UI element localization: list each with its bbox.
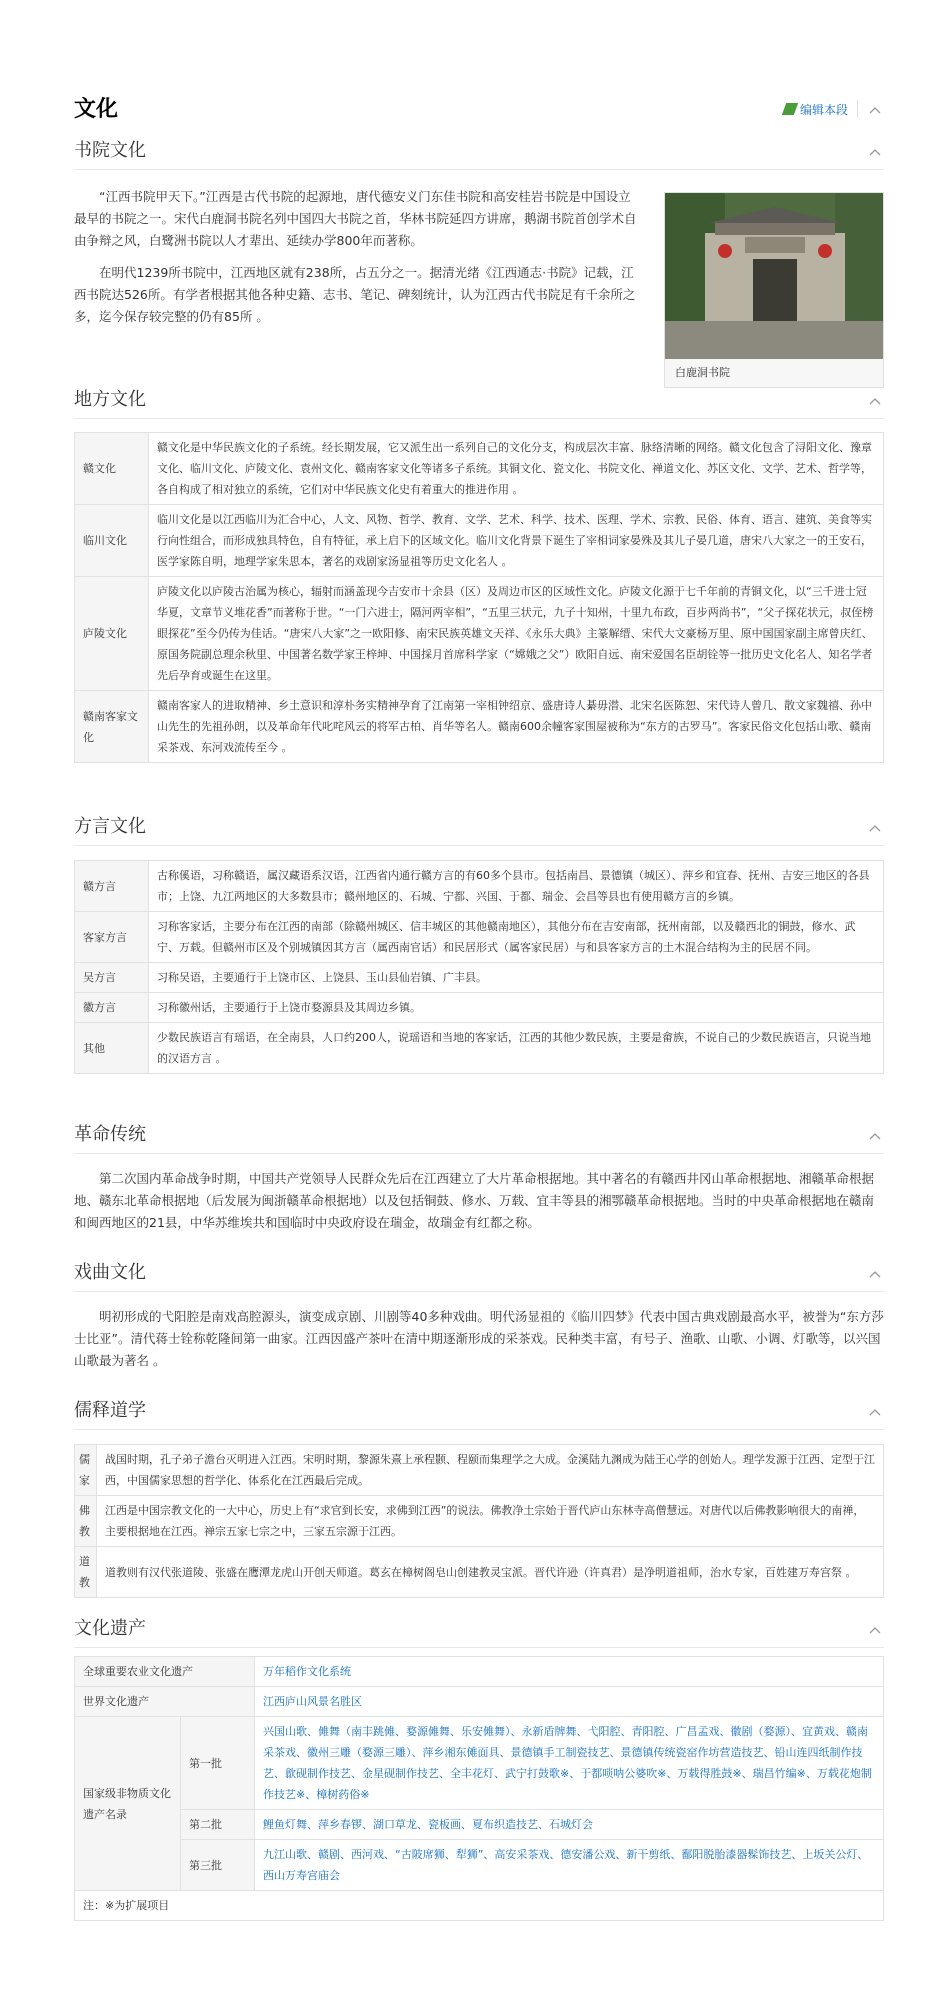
heritage-link[interactable]: 江西庐山风景名胜区: [255, 1687, 884, 1717]
revolution-heading: 革命传统: [74, 1124, 146, 1145]
row-key: 全球重要农业文化遗产: [75, 1657, 255, 1687]
religion-table: [74, 1444, 884, 1598]
row-value: 古称傒语，习称赣语，属汉藏语系汉语，江西省内通行赣方言的有60多个县市。包括南昌、景德镇（城区）、萍乡和宜春、抚州、吉安三地区的各县市；上饶、九江两地区的大多数县市；赣州地区的、石城、宁都、兴国、于都、瑞金、会昌等县也有使用赣方言的乡镇。: [149, 861, 884, 912]
section-heading: [74, 136, 884, 170]
local-culture-section: [74, 385, 884, 763]
section-heading: [74, 812, 884, 846]
section-heading: [74, 1258, 884, 1292]
revolution-section: [74, 1120, 884, 1234]
row-key: 庐陵文化: [75, 577, 149, 691]
table-row: [75, 1717, 884, 1810]
dialect-table: [74, 860, 884, 1074]
divider: [857, 100, 858, 118]
table-row: [75, 1687, 884, 1717]
table-row: [75, 1657, 884, 1687]
collapse-caret-icon[interactable]: [868, 1405, 882, 1419]
row-value: 习称吴语，主要通行于上饶市区、上饶县、玉山县仙岩镇、广丰县。: [149, 963, 884, 993]
row-key: 赣文化: [75, 433, 149, 505]
bailudong-academy-photo: [665, 193, 883, 359]
row-value: 习称客家话，主要分布在江西的南部（除赣州城区、信丰城区的其他赣南地区），其他分布在吉安南部，抚州南部，以及赣西北的铜鼓，修水、武宁、万载。但赣州市区及个别城镇因其方言（属西南官话）和民居形式（属客家民居）与和县客家方言的土木混合结构为主的民居不同。: [149, 912, 884, 963]
row-value: 战国时期，孔子弟子澹台灭明进入江西。宋明时期，黎源朱熹上承程颢、程颐而集理学之大成。金溪陆九渊成为陆王心学的创始人。理学发源于江西、定型于江西，中国儒家思想的哲学化、体系化在江西最后完成。: [97, 1445, 884, 1496]
table-row: [75, 1810, 884, 1840]
row-value: 习称徽州话，主要通行于上饶市婺源县及其周边乡镇。: [149, 993, 884, 1023]
image-caption: 白鹿洞书院: [675, 366, 730, 379]
row-key: 徽方言: [75, 993, 149, 1023]
batch-value[interactable]: 兴国山歌、傩舞（南丰跳傩、婺源傩舞、乐安傩舞）、永新盾牌舞、弋阳腔、青阳腔、广昌孟戏、徽剧（婺源）、宜黄戏、赣南采茶戏、徽州三雕（婺源三雕）、萍乡湘东傩面具、景德镇手工制瓷技艺、景德镇传统瓷窑作坊营造技艺、铅山连四纸制作技艺、歙砚制作技艺、金星砚制作技艺、全丰花灯、武宁打鼓歌※、于都唢呐公婆吹※、万载得胜鼓※、瑞昌竹编※、万载花炮制作技艺※、樟树药俗※: [255, 1717, 884, 1810]
row-key: 其他: [75, 1023, 149, 1074]
collapse-caret-icon[interactable]: [868, 103, 882, 117]
academy-image-card[interactable]: [664, 192, 884, 388]
row-value: 道教则有汉代张道陵、张盛在鹰潭龙虎山开创天师道。葛玄在樟树阁皂山创建教灵宝派。晋代许逊（许真君）是净明道祖师，治水专家，百姓建万寿宫祭 。: [97, 1547, 884, 1598]
collapse-caret-icon[interactable]: [868, 394, 882, 408]
row-value: 庐陵文化以庐陵古治属为核心，辐射而涵盖现今吉安市十余县（区）及周边市区的区域性文化。庐陵文化源于七千年前的青铜文化，以“三千进士冠华夏，文章节义堆花香”而著称于世。“一门六进士，隔河两宰相”，“五里三状元，九子十知州，十里九布政，百步两尚书”，“父子探花状元，叔侄榜眼探花”至今仍传为佳话。“唐宋八大家”之一欧阳修、南宋民族英雄文天祥、《永乐大典》主篆解缙、宋代大文豪杨万里、原中国国家副主席曾庆红、原国务院副总理余秋里、中国著名数学家王梓坤、中国採月首席科学家（“嫦娥之父”）欧阳自远、南宋爱国名臣胡铨等一批历史文化名人、知名学者先后孕育或诞生在这里。: [149, 577, 884, 691]
table-row: [75, 912, 884, 963]
edit-label: 编辑本段: [799, 103, 848, 117]
row-key: 佛教: [75, 1496, 97, 1547]
table-row: [75, 993, 884, 1023]
edit-section-link[interactable]: [784, 98, 848, 122]
collapse-caret-icon[interactable]: [868, 145, 882, 159]
religion-section: [74, 1396, 884, 1598]
table-row: [75, 691, 884, 763]
table-row: [75, 1023, 884, 1074]
row-key: 国家级非物质文化遗产名录: [75, 1717, 181, 1891]
heritage-section: [74, 1614, 884, 1921]
page-title: 文化: [74, 97, 119, 122]
batch-value[interactable]: 鲤鱼灯舞、萍乡春锣、湖口草龙、瓷板画、夏布织造技艺、石城灯会: [255, 1810, 884, 1840]
row-key: 赣方言: [75, 861, 149, 912]
row-value: 临川文化是以江西临川为汇合中心，人文、风物、哲学、教育、文学、艺术、科学、技术、医理、学术、宗教、民俗、体育、语言、建筑、美食等实行向性组合，而形成独具特色，自有特征，承上启下的区域文化。临川文化背景下诞生了宰相词家晏殊及其儿子晏几道，唐宋八大家之一的王安石，医学家陈自明，地理学家朱思本，著名的戏剧家汤显祖等历史文化名人 。: [149, 505, 884, 577]
revolution-paragraph: 第二次国内革命战争时期，中国共产党领导人民群众先后在江西建立了大片革命根据地。其中著名的有赣西井冈山革命根据地、湘赣革命根据地、赣东北革命根据地（后发展为闽浙赣革命根据地）以及包括铜鼓、修水、万载、宜丰等县的湘鄂赣革命根据地。当时的中央革命根据地在赣南和闽西地区的21县，中华苏维埃共和国临时中央政府设在瑞金，故瑞金有红都之称。: [74, 1171, 875, 1230]
table-row: [75, 577, 884, 691]
heritage-table: [74, 1656, 884, 1921]
row-key: 世界文化遗产: [75, 1687, 255, 1717]
row-key: 吴方言: [75, 963, 149, 993]
row-key: 儒家: [75, 1445, 97, 1496]
batch-key: 第二批: [181, 1810, 255, 1840]
table-row: [75, 861, 884, 912]
collapse-caret-icon[interactable]: [868, 821, 882, 835]
section-title: [74, 92, 884, 128]
row-value: 赣南客家人的进取精神、乡土意识和淳朴务实精神孕育了江南第一宰相钟绍京、盛唐诗人綦毋潜、北宋名医陈恕、宋代诗人曾几、散文家魏禧、孙中山先生的先祖孙朗，以及革命年代叱咤风云的将军古柏、肖华等名人。赣南600余幢客家围屋被称为“东方的古罗马”。客家民俗文化包括山歌、赣南采茶戏、东河戏流传至今 。: [149, 691, 884, 763]
opera-paragraph: 明初形成的弋阳腔是南戏高腔源头，演变成京剧、川剧等40多种戏曲。明代汤显祖的《临川四梦》代表中国古典戏剧最高水平，被誉为“东方莎士比亚”。清代蒋士铨称乾隆间第一曲家。江西因盛产茶叶在清中期逐渐形成的采茶戏。民种类丰富，有号子、渔歌、山歌、小调、灯歌等，以兴国山歌最为著名 。: [74, 1309, 884, 1368]
row-key: 赣南客家文化: [75, 691, 149, 763]
collapse-caret-icon[interactable]: [868, 1129, 882, 1143]
academy-section: [74, 136, 884, 386]
row-value: 赣文化是中华民族文化的子系统。经长期发展，它又派生出一系列自己的文化分支，构成层次丰富、脉络清晰的网络。赣文化包含了浔阳文化、豫章文化、临川文化、庐陵文化、袁州文化、赣南客家文化等诸多子系统。其铜文化、瓷文化、书院文化、禅道文化、苏区文化、文学、艺术、哲学等，各自构成了相对独立的系统，它们对中华民族文化史有着重大的推进作用 。: [149, 433, 884, 505]
table-row: [75, 1840, 884, 1891]
collapse-caret-icon[interactable]: [868, 1623, 882, 1637]
table-row: [75, 433, 884, 505]
academy-paragraph-1: “江西书院甲天下。”江西是古代书院的起源地，唐代德安义门东佳书院和高安桂岩书院是中国设立最早的书院之一。宋代白鹿洞书院名列中国四大书院之首，华林书院延四方讲席，鹅湖书院首创学术自由争辩之风，白鹭洲书院以人才辈出、延续办学800年而著称。: [74, 189, 637, 248]
heritage-heading: 文化遗产: [74, 1618, 146, 1639]
section-heading: [74, 1120, 884, 1154]
academy-paragraph-2: 在明代1239所书院中，江西地区就有238所，占五分之一。据清光绪《江西通志·书院》记载，江西书院达526所。有学者根据其他各种史籍、志书、笔记、碑刻统计，认为江西古代书院足有千余所之多，迄今保存较完整的仍有85所 。: [74, 265, 636, 324]
section-heading: [74, 385, 884, 419]
table-row: [75, 1496, 884, 1547]
pencil-icon: [782, 103, 798, 115]
local-heading: 地方文化: [74, 389, 146, 410]
heritage-link[interactable]: 万年稻作文化系统: [255, 1657, 884, 1687]
row-key: 道教: [75, 1547, 97, 1598]
row-key: 客家方言: [75, 912, 149, 963]
table-row: [75, 1891, 884, 1921]
table-row: [75, 1445, 884, 1496]
batch-key: 第一批: [181, 1717, 255, 1810]
section-heading: [74, 1614, 884, 1648]
batch-value[interactable]: 九江山歌、赣剧、西河戏、“古陂席狮、犁狮”、高安采茶戏、德安潘公戏、新干剪纸、鄱阳脱胎漆器髹饰技艺、上坂关公灯、西山万寿宫庙会: [255, 1840, 884, 1891]
dialect-heading: 方言文化: [74, 816, 146, 837]
row-value: 少数民族语言有瑶语，在全南县，人口约200人，说瑶语和当地的客家话，江西的其他少数民族，主要是畲族，不说自己的少数民族语言，只说当地的汉语方言 。: [149, 1023, 884, 1074]
dialect-section: [74, 812, 884, 1074]
religion-heading: 儒释道学: [74, 1400, 146, 1421]
section-heading: [74, 1396, 884, 1430]
academy-heading: 书院文化: [74, 140, 146, 161]
table-row: [75, 505, 884, 577]
collapse-caret-icon[interactable]: [868, 1267, 882, 1281]
local-culture-table: [74, 432, 884, 763]
opera-section: [74, 1258, 884, 1372]
batch-key: 第三批: [181, 1840, 255, 1891]
table-row: [75, 963, 884, 993]
row-value: 江西是中国宗教文化的一大中心，历史上有“求官到长安，求佛到江西”的说法。佛教净土宗始于晋代庐山东林寺高僧慧远。对唐代以后佛教影响很大的南禅，主要根据地在江西。禅宗五家七宗之中，三家五宗源于江西。: [97, 1496, 884, 1547]
opera-heading: 戏曲文化: [74, 1262, 146, 1283]
table-note: 注：※为扩展项目: [75, 1891, 884, 1921]
row-key: 临川文化: [75, 505, 149, 577]
table-row: [75, 1547, 884, 1598]
